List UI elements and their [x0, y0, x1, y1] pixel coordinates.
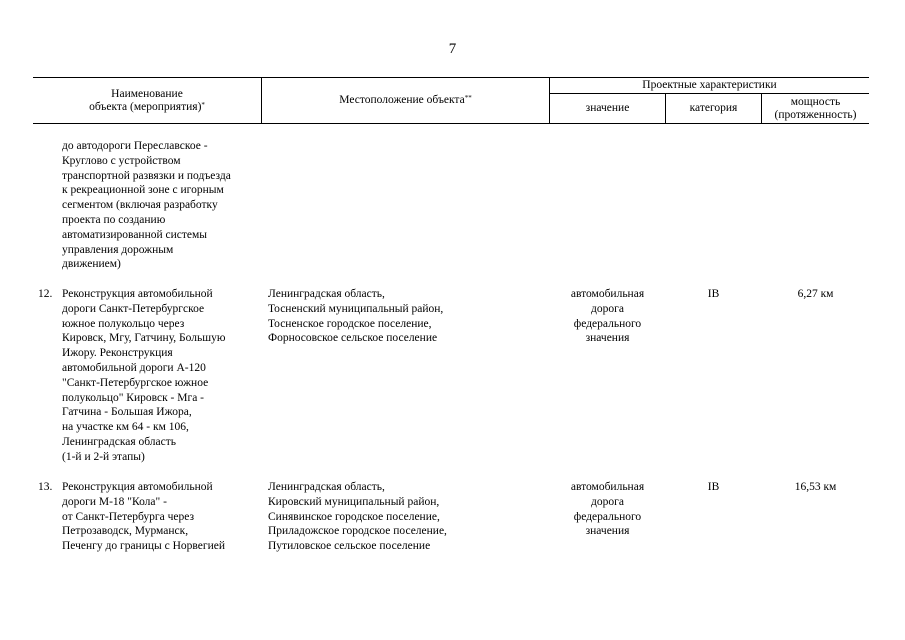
header-location-footnote: ** [464, 94, 472, 102]
row-category: IB [707, 481, 720, 493]
row-number: 12. [38, 288, 53, 300]
row-name: Реконструкция автомобильной дороги Санкт-Петербургское южное полукольцо через Кировск, Мгу, Гатчину, Большую Ижору. Реконструкция автомобильной дороги А-120 "Санкт-Петербургское южное полукольцо" Кировск - Мга - Гатчина - Большая Ижора, на участке км 64 - км 106, Ленинградская область (1-й и 2-й этапы) [62, 288, 226, 463]
header-name-line2: объекта (мероприятия) [89, 100, 202, 113]
header-location-label: Местоположение объекта [339, 94, 465, 106]
page-number: 7 [448, 41, 457, 57]
row-capacity: 16,53 км [794, 481, 837, 493]
header-name [33, 78, 261, 123]
header-name-line2-wrap [89, 101, 205, 114]
row-name: до автодороги Переславское - Круглово с устройством транспортной развязки и подъезда к рекреационной зоне с игорным сегментом (включая разработку проекта по созданию автоматизированной системы управления дорожным движением) [62, 140, 231, 271]
header-group-label: Проектные характеристики [642, 79, 777, 91]
row-location: Ленинградская область, Кировский муниципальный район, Синявинское городское поселение, Приладожское городское поселение, Путиловское сельское поселение [268, 481, 447, 553]
header-category-label: категория [689, 102, 738, 114]
header-category [666, 94, 761, 123]
header-capacity-line2: (протяженность) [774, 108, 857, 121]
header-bottom-rule [33, 123, 869, 124]
row-location: Ленинградская область, Тосненский муниципальный район, Тосненское городское поселение, Форносовское сельское поселение [268, 288, 444, 345]
header-capacity [762, 94, 869, 123]
row-category: IB [707, 288, 720, 300]
row-name: Реконструкция автомобильной дороги М-18 "Кола" - от Санкт-Петербурга через Петрозаводск, Мурманск, Печенгу до границы с Норвегией [62, 481, 225, 553]
header-name-line1: Наименование [111, 87, 183, 100]
header-capacity-line1: мощность [790, 95, 841, 108]
row-capacity: 6,27 км [797, 288, 834, 300]
header-value [550, 94, 665, 123]
header-name-footnote: * [201, 100, 205, 109]
header-location [262, 78, 549, 123]
header-group [550, 78, 869, 93]
row-number: 13. [38, 481, 53, 493]
row-value: автомобильная дорога федерального значения [570, 481, 645, 538]
header-value-label: значение [585, 102, 630, 114]
row-value: автомобильная дорога федерального значения [570, 288, 645, 345]
